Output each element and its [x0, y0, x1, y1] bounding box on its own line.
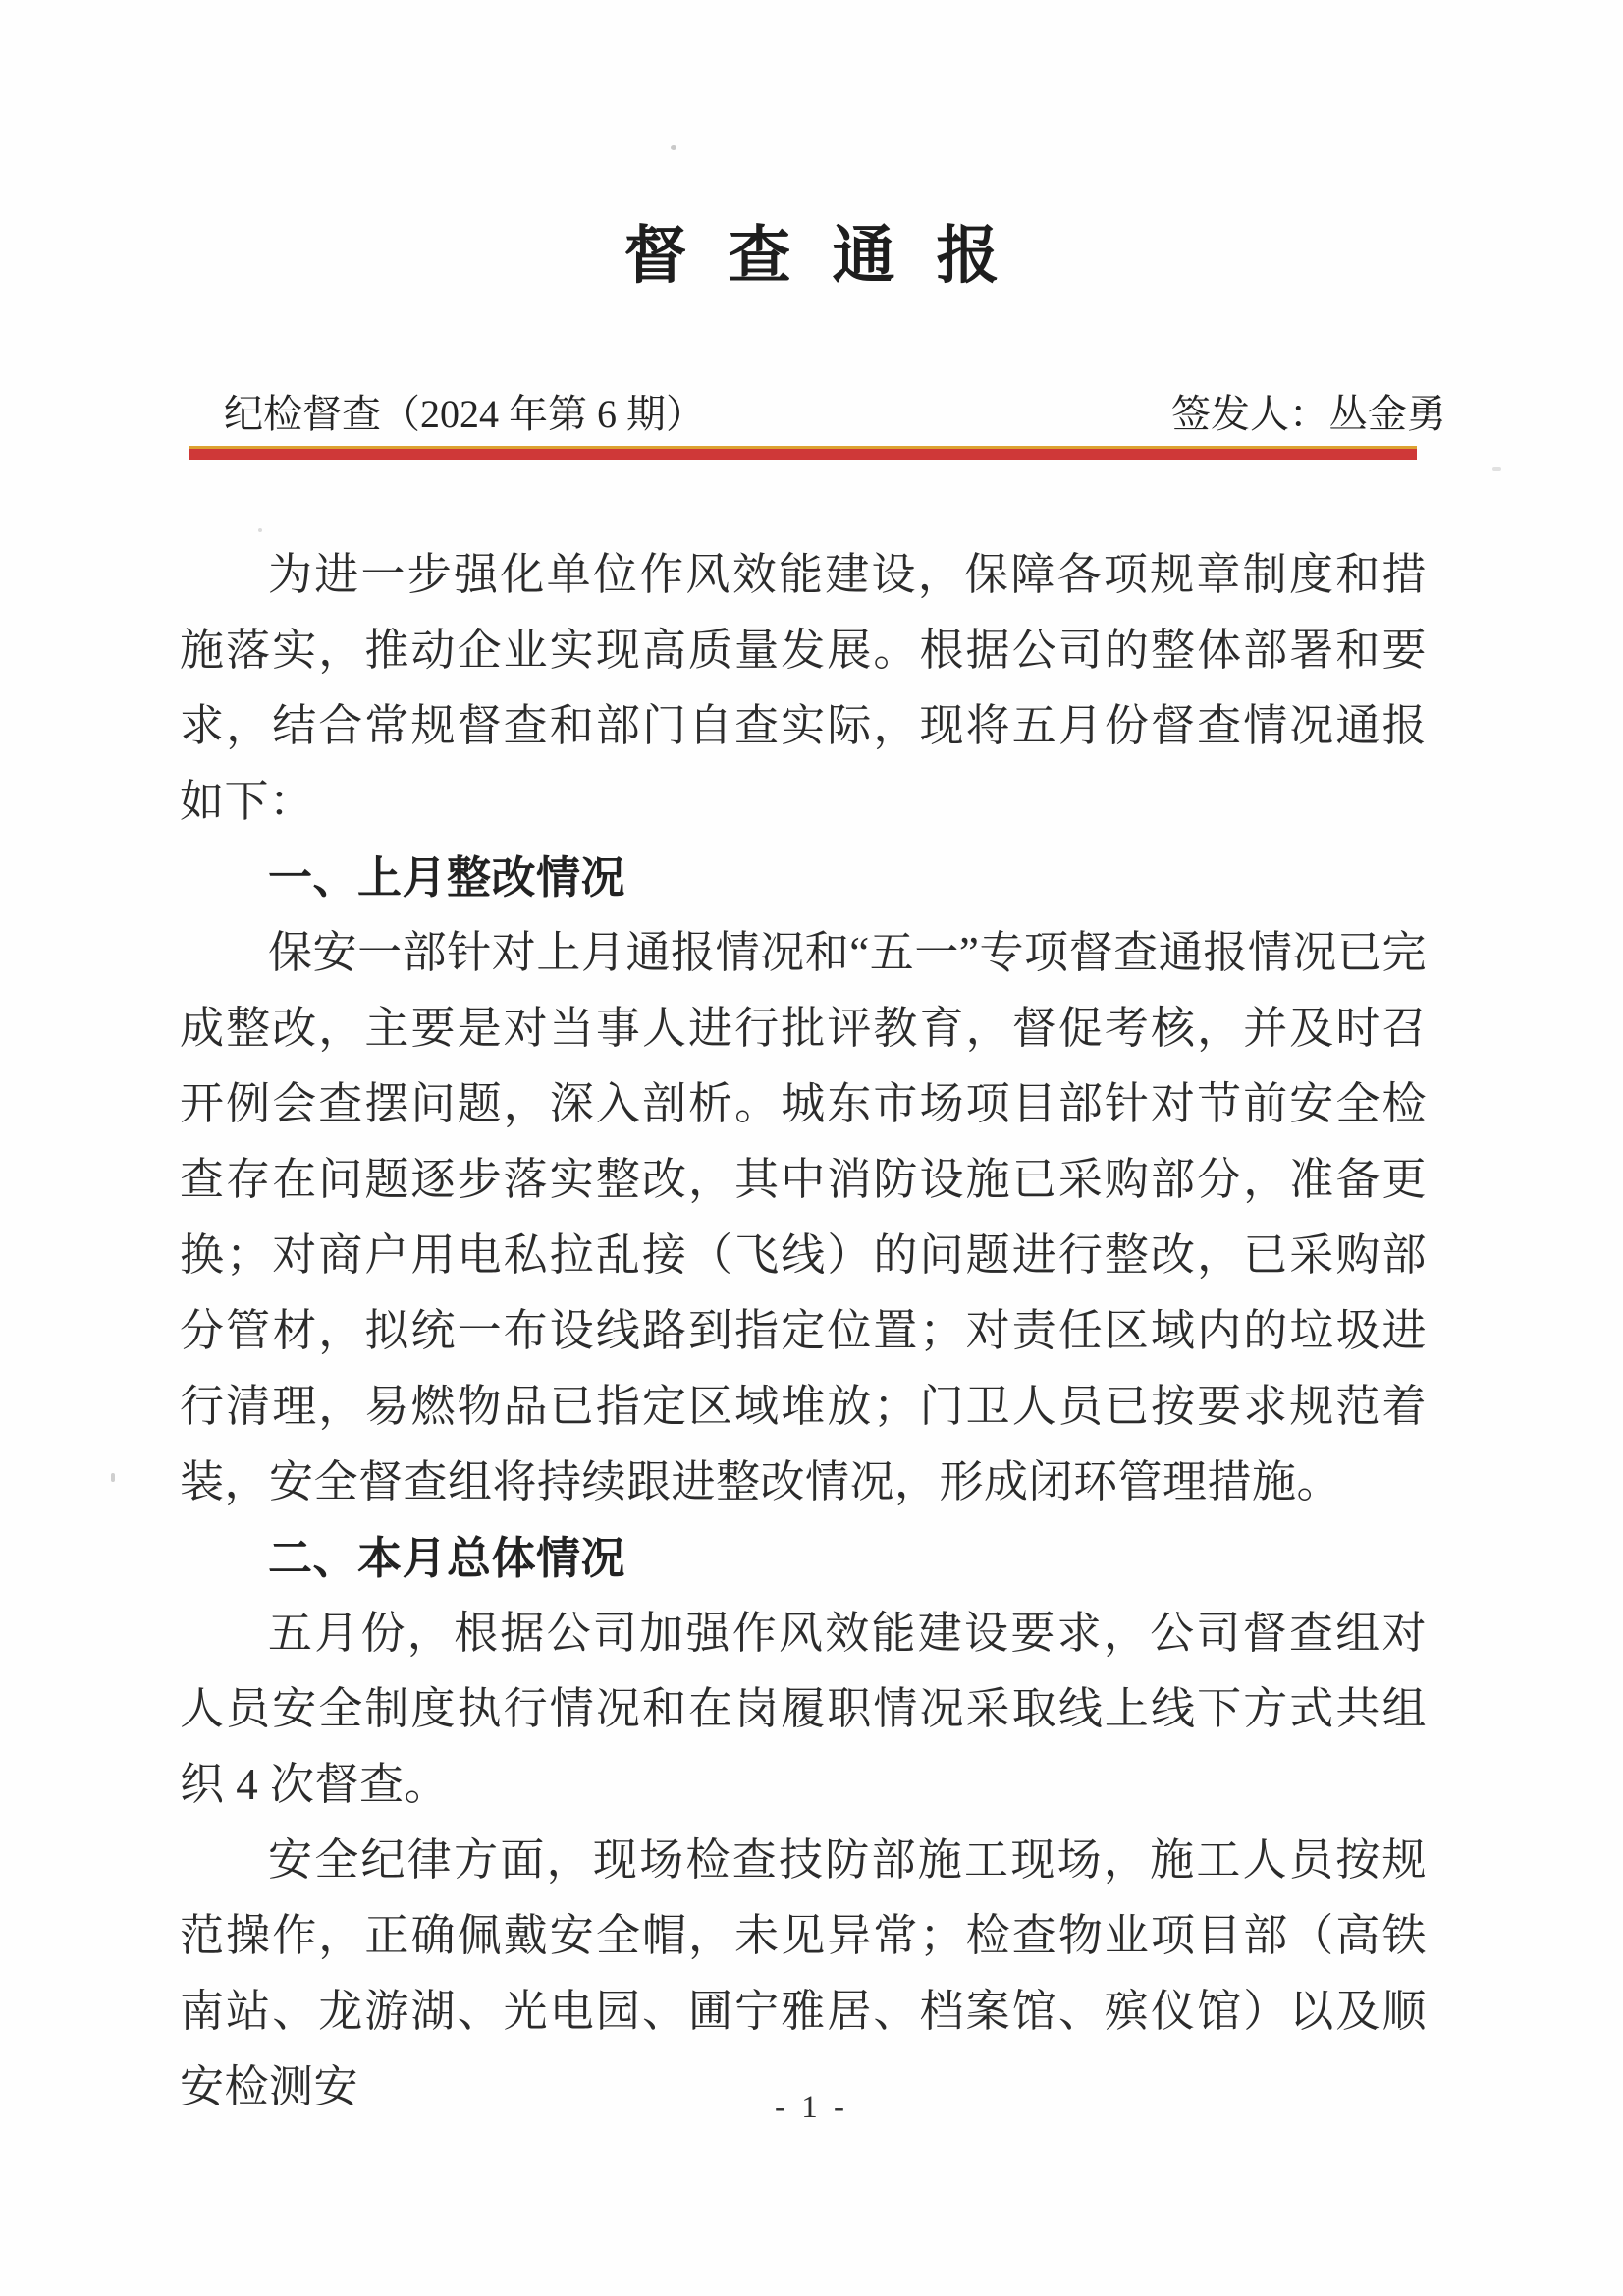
section-2-paragraph-2: 安全纪律方面，现场检查技防部施工现场，施工人员按规范操作，正确佩戴安全帽，未见异常；检查物业项目部（高铁南站、龙游湖、光电园、圃宁雅居、档案馆、殡仪馆）以及顺安检测安 [180, 1835, 1427, 2111]
scan-speck [111, 1473, 115, 1482]
document-body [180, 537, 1427, 2125]
document-meta-row [224, 391, 1446, 438]
header-divider-rule [189, 446, 1417, 460]
page-title: 督 查 通 报 [623, 221, 1012, 291]
scan-speck [1492, 467, 1501, 471]
section-heading-2: 二、本月总体情况 [268, 1533, 626, 1583]
issue-info: 纪检督查（2024 年第 6 期） [224, 392, 705, 436]
scan-speck [258, 528, 262, 532]
scan-speck [671, 145, 676, 150]
section-2-paragraph-1: 五月份，根据公司加强作风效能建设要求，公司督查组对人员安全制度执行情况和在岗履职情况采取线上线下方式共组织 4 次督查。 [180, 1609, 1427, 1809]
issuer-name: 签发人：丛金勇 [1171, 392, 1446, 436]
intro-paragraph: 为进一步强化单位作风效能建设，保障各项规章制度和措施落实，推动企业实现高质量发展。根据公司的整体部署和要求，结合常规督查和部门自查实际，现将五月份督查情况通报如下： [180, 550, 1427, 826]
section-heading-1: 一、上月整改情况 [268, 852, 626, 902]
section-1-paragraph-1: 保安一部针对上月通报情况和“五一”专项督查通报情况已完成整改，主要是对当事人进行批评教育，督促考核，并及时召开例会查摆问题，深入剖析。城东市场项目部针对节前安全检查存在问题逐步落实整改，其中消防设施已采购部分，准备更换；对商户用电私拉乱接（飞线）的问题进行整改，已采购部分管材，拟统一布设线路到指定位置；对责任区域内的垃圾进行清理，易燃物品已指定区域堆放；门卫人员已按要求规范着装，安全督查组将持续跟进整改情况，形成闭环管理措施。 [180, 928, 1427, 1506]
page-number: - 1 - [775, 2090, 848, 2125]
